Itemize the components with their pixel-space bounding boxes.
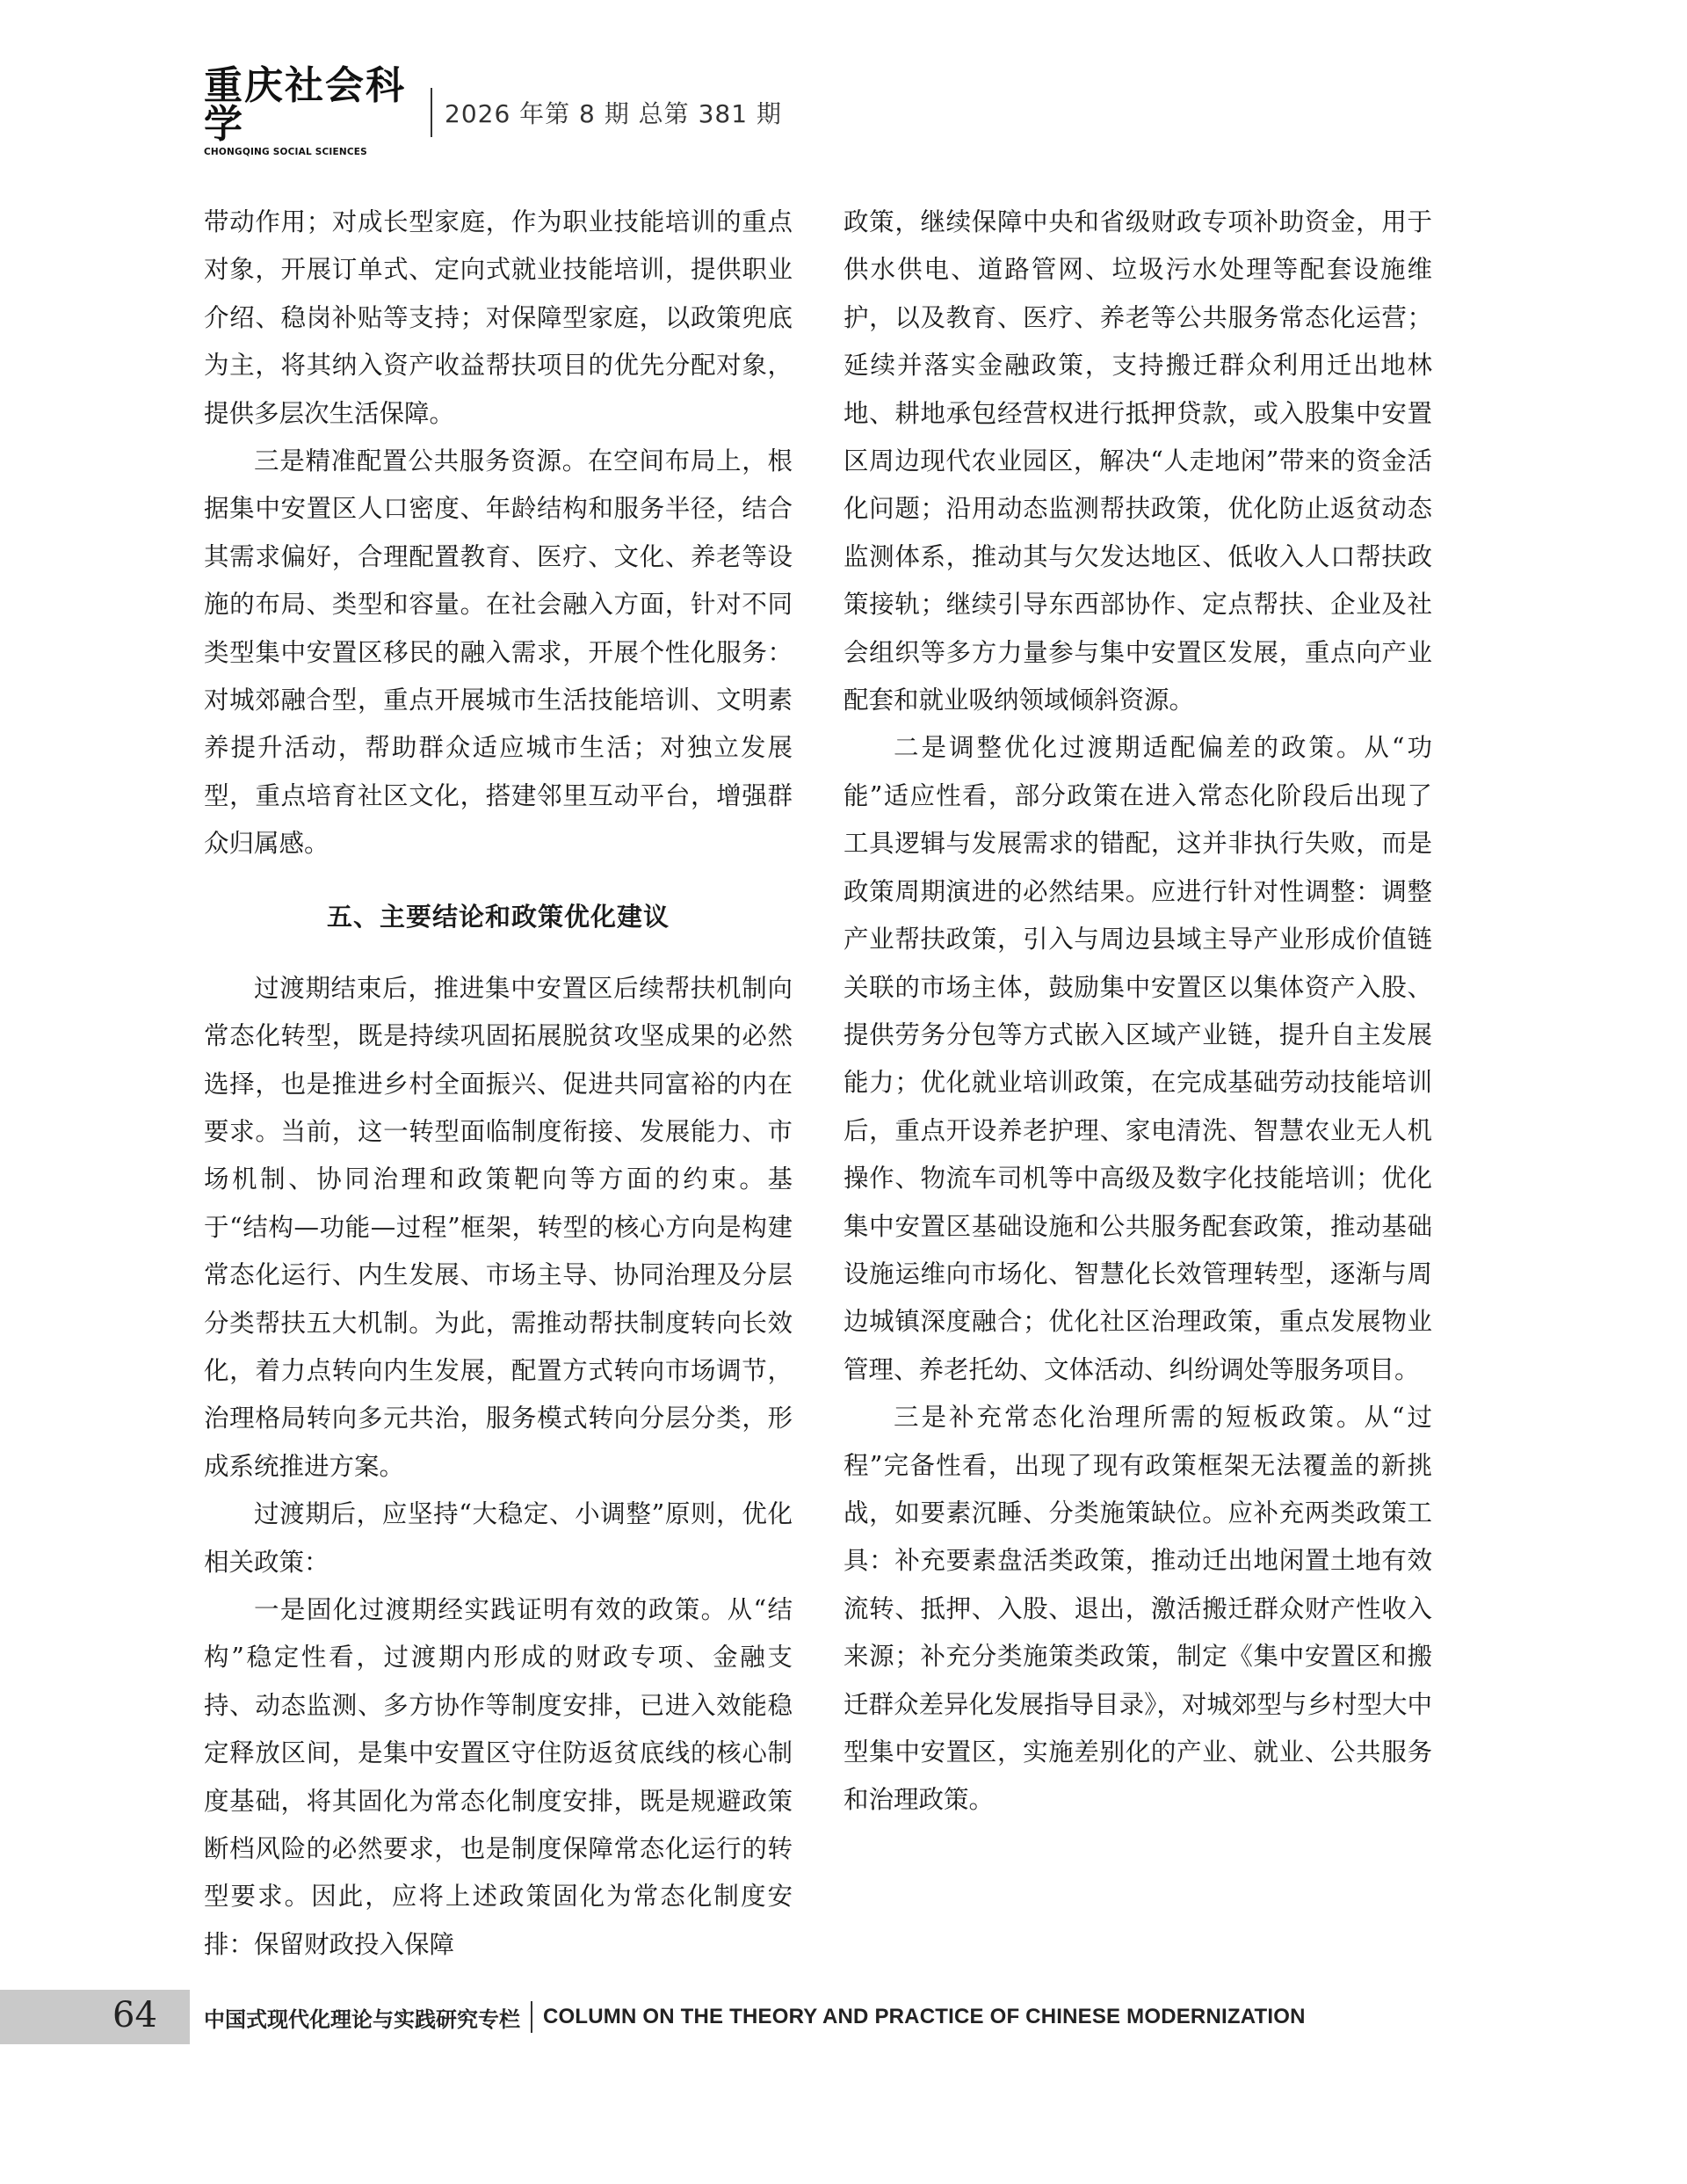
body-paragraph: 过渡期后，应坚持“大稳定、小调整”原则，优化相关政策： (204, 1499, 793, 1577)
footer-page-bar (0, 1990, 190, 2044)
body-paragraph: 三是精准配置公共服务资源。在空间布局上，根据集中安置区人口密度、年龄结构和服务半径，结合其需求偏好，合理配置教育、医疗、文化、养老等设施的布局、类型和容量。在社会融入方面，针对不同类型集中安置区移民的融入需求，开展个性化服务：对城郊融合型，重点开展城市生活技能培训、文明素养提升活动，帮助群众适应城市生活；对独立发展型，重点培育社区文化，搭建邻里互动平台，增强群众归属感。 (204, 446, 793, 859)
footer-divider (531, 2001, 532, 2033)
section-heading: 五、主要结论和政策优化建议 (326, 901, 670, 932)
footer-column-en: COLUMN ON THE THEORY AND PRACTICE OF CHINESE MODERNIZATION (543, 2005, 1306, 2028)
page-number: 64 (112, 1995, 157, 2035)
body-paragraph: 三是补充常态化治理所需的短板政策。从“过程”完备性看，出现了现有政策框架无法覆盖的新挑战，如要素沉睡、分类施策缺位。应补充两类政策工具：补充要素盘活类政策，推动迁出地闲置土地有效流转、抵押、入股、退出，激活搬迁群众财产性收入来源；补充分类施策类政策，制定《集中安置区和搬迁群众差异化发展指导目录》，对城郊型与乡村型大中型集中安置区，实施差别化的产业、就业、公共服务和治理政策。 (844, 1403, 1432, 1815)
journal-header (204, 63, 782, 157)
journal-name-cn: 重庆社会科学 (204, 63, 406, 147)
body-paragraph: 一是固化过渡期经实践证明有效的政策。从“结构”稳定性看，过渡期内形成的财政专项、金融支持、动态监测、多方协作等制度安排，已进入效能稳定释放区间，是集中安置区守住防返贫底线的核心制度基础，将其固化为常态化制度安排，既是规避政策断档风险的必然要求，也是制度保障常态化运行的转型要求。因此，应将上述政策固化为常态化制度安排：保留财政投入保障 (204, 1594, 793, 1959)
body-paragraph: 二是调整优化过渡期适配偏差的政策。从“功能”适应性看，部分政策在进入常态化阶段后出现了工具逻辑与发展需求的错配，这并非执行失败，而是政策周期演进的必然结果。应进行针对性调整：调整产业帮扶政策，引入与周边县域主导产业形成价值链关联的市场主体，鼓励集中安置区以集体资产入股、提供劳务分包等方式嵌入区域产业链，提升自主发展能力；优化就业培训政策，在完成基础劳动技能培训后，重点开设养老护理、家电清洗、智慧农业无人机操作、物流车司机等中高级及数字化技能培训；优化集中安置区基础设施和公共服务配套政策，推动基础设施运维向市场化、智慧化长效管理转型，逐渐与周边城镇深度融合；优化社区治理政策，重点发展物业管理、养老托幼、文体活动、纠纷调处等服务项目。 (844, 733, 1432, 1384)
footer-column-title (204, 1990, 1306, 2044)
body-paragraph: 带动作用；对成长型家庭，作为职业技能培训的重点对象，开展订单式、定向式就业技能培训，提供职业介绍、稳岗补贴等支持；对保障型家庭，以政策兜底为主，将其纳入资产收益帮扶项目的优先分配对象，提供多层次生活保障。 (204, 207, 793, 428)
issue-info: 2026 年第 8 期 总第 381 期 (445, 99, 782, 128)
journal-name-en: CHONGQING SOCIAL SCIENCES (204, 147, 367, 157)
header-divider (431, 88, 432, 137)
right-column (844, 199, 1432, 1825)
body-paragraph: 政策，继续保障中央和省级财政专项补助资金，用于供水供电、道路管网、垃圾污水处理等配套设施维护，以及教育、医疗、养老等公共服务常态化运营；延续并落实金融政策，支持搬迁群众利用迁出地林地、耕地承包经营权进行抵押贷款，或入股集中安置区周边现代农业园区，解决“人走地闲”带来的资金活化问题；沿用动态监测帮扶政策，优化防止返贫动态监测体系，推动其与欠发达地区、低收入人口帮扶政策接轨；继续引导东西部协作、定点帮扶、企业及社会组织等多方力量参与集中安置区发展，重点向产业配套和就业吸纳领域倾斜资源。 (844, 207, 1432, 715)
footer-column-cn: 中国式现代化理论与实践研究专栏 (204, 2006, 520, 2032)
journal-logo (204, 63, 422, 158)
left-column (204, 199, 793, 1969)
body-paragraph: 过渡期结束后，推进集中安置区后续帮扶机制向常态化转型，既是持续巩固拓展脱贫攻坚成果的必然选择，也是推进乡村全面振兴、促进共同富裕的内在要求。当前，这一转型面临制度衔接、发展能力、市场机制、协同治理和政策靶向等方面的约束。基于“结构—功能—过程”框架，转型的核心方向是构建常态化运行、内生发展、市场主导、协同治理及分层分类帮扶五大机制。为此，需推动帮扶制度转向长效化，着力点转向内生发展，配置方式转向市场调节，治理格局转向多元共治，服务模式转向分层分类，形成系统推进方案。 (204, 973, 793, 1481)
